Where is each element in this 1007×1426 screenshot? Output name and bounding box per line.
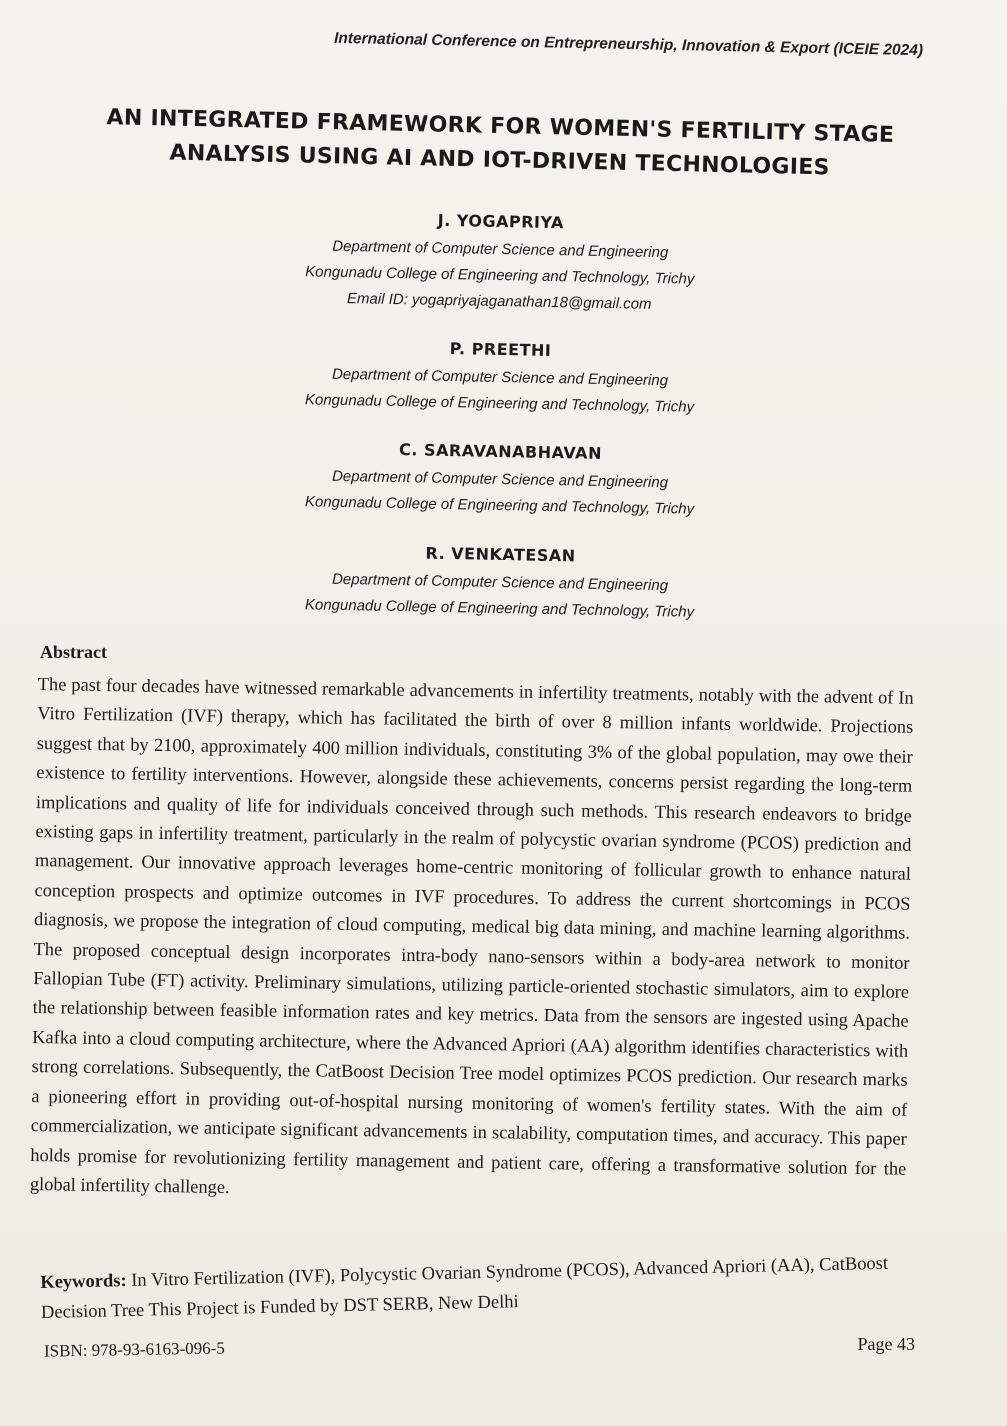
conference-header: International Conference on Entrepreneurship, Innovation & Export (ICEIE 2024)	[333, 29, 924, 60]
paper-title	[59, 100, 940, 188]
title-line-1: AN INTEGRATED FRAMEWORK FOR WOMEN'S FERTILITY STAGE	[106, 105, 895, 148]
author-block-2	[179, 334, 820, 423]
author-department: Department of Computer Science and Engineering	[331, 570, 669, 595]
author-name: P. PREETHI	[449, 339, 552, 360]
author-block-3	[179, 436, 820, 525]
isbn: ISBN: 978-93-6163-096-5	[43, 1338, 226, 1361]
author-college: Kongunadu College of Engineering and Technology, Trichy	[304, 493, 695, 518]
author-block-4	[179, 539, 820, 628]
author-department: Department of Computer Science and Engineering	[332, 237, 669, 262]
title-line-2: ANALYSIS USING AI AND IOT-DRIVEN TECHNOLOGIES	[169, 140, 830, 181]
author-department: Department of Computer Science and Engineering	[331, 365, 669, 390]
page-number: Page 43	[857, 1334, 915, 1354]
keywords-section	[40, 1248, 921, 1328]
author-email: Email ID: yogapriyajaganathan18@gmail.com	[346, 290, 652, 313]
author-name: J. YOGAPRIYA	[437, 210, 565, 233]
abstract-text: The past four decades have witnessed remarkable advancements in infertility treatments, notably with the advent of In Vitro Fertilization (IVF) therapy, which has facilitated the birth of over 8 million infants worldwide. Projections suggest that by 2100, approximately 400 million individuals, constituting 3% of the global population, may owe their existence to fertility interventions. However, alongside these achievements, concerns persist regarding the long-term implications and quality of life for individuals conceived through such methods. This research endeavors to bridge existing gaps in infertility treatment, particularly in the realm of polycystic ovarian syndrome (PCOS) prediction and management. Our innovative approach leverages home-centric monitoring of follicular growth to enhance natural conception prospects and optimize outcomes in IVF procedures. To address the current shortcomings in PCOS diagnosis, we propose the integration of cloud computing, medical big data mining, and machine learning algorithms. The proposed conceptual design incorporates intra-body nano-sensors within a body-area network to monitor Fallopian Tube (FT) activity. Preliminary simulations, utilizing particle-oriented stochastic simulators, aim to explore the relationship between feasible information rates and key metrics. Data from the sensors are ingested using Apache Kafka into a cloud computing architecture, where the Advanced Apriori (AA) algorithm identifies characteristics with strong correlations. Subsequently, the CatBoost Decision Tree model optimizes PCOS prediction. Our research marks a pioneering effort in providing out-of-hospital nursing monitoring of women's fertility states. With the aim of commercialization, we anticipate significant advancements in scalability, computation times, and accuracy. This paper holds promise for revolutionizing fertility management and patient care, offering a transformative solution for the global infertility challenge.	[29, 673, 914, 1197]
keywords-label: Keywords:	[40, 1271, 127, 1293]
author-college: Kongunadu College of Engineering and Technology, Trichy	[304, 596, 695, 621]
author-department: Department of Computer Science and Engineering	[331, 467, 669, 492]
author-name: R. VENKATESAN	[425, 543, 576, 566]
keywords-text: In Vitro Fertilization (IVF), Polycystic Ovarian Syndrome (PCOS), Advanced Apriori (AA), CatBoost Decision Tree This Project is Funded by DST SERB, New Delhi	[40, 1253, 889, 1323]
abstract-heading: Abstract	[40, 642, 107, 662]
author-college: Kongunadu College of Engineering and Technology, Trichy	[305, 263, 695, 288]
author-block-1	[179, 206, 821, 321]
author-college: Kongunadu College of Engineering and Technology, Trichy	[304, 391, 695, 416]
author-name: C. SARAVANABHAVAN	[398, 440, 603, 463]
